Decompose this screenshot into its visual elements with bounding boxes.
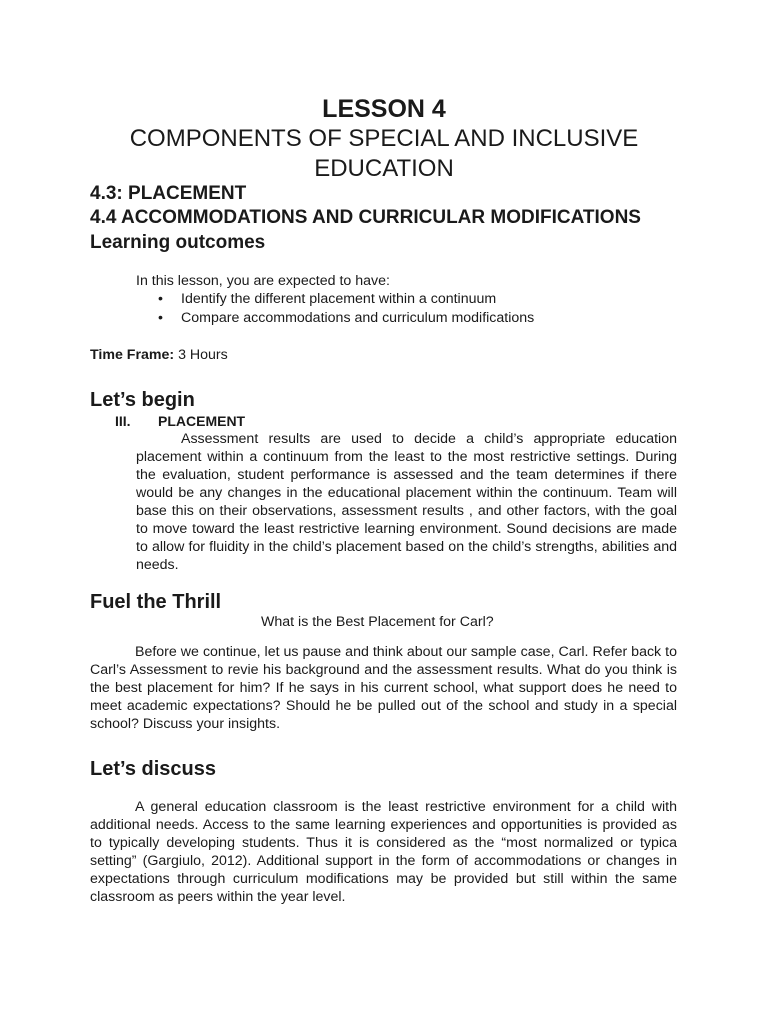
section-numeral: III. [115,413,131,429]
outcome-text: Identify the different placement within a continuum [181,291,497,307]
lets-discuss-heading: Let’s discuss [90,758,216,780]
outcomes-intro: In this lesson, you are expected to have: [136,273,390,289]
accommodations-heading: 4.4 ACCOMMODATIONS AND CURRICULAR MODIFICATIONS [90,207,641,228]
outcome-text: Compare accommodations and curriculum modifications [181,310,535,326]
list-item [136,309,696,328]
lesson-title: LESSON 4 [322,95,446,123]
lets-begin-heading: Let’s begin [90,389,195,411]
bullet-icon: • [158,310,163,326]
lesson-subtitle-line-1: COMPONENTS OF SPECIAL AND INCLUSIVE [129,125,639,152]
outcomes-list [136,290,696,328]
fuel-paragraph: Before we continue, let us pause and think about our sample case, Carl. Refer back to Carl’s Assessment to revie his background and the assessment results. What do you think is the best placement for him? If he says in his current school, what support does he need to meet academic expectations? Should he be pulled out of the school and study in a special school? Discuss your insights. [90,644,677,732]
carl-question: What is the Best Placement for Carl? [261,614,494,630]
time-frame-label: Time Frame: [90,347,175,363]
placement-heading: 4.3: PLACEMENT [90,183,247,204]
list-item [136,290,696,309]
time-frame-value: 3 Hours [178,347,228,363]
discuss-paragraph: A general education classroom is the least restrictive environment for a child with additional needs. Access to the same learning experiences and opportunities is provided as to typically developing students. Thus it is considered as the “most normalized or typica setting” (Gargiulo, 2012). Additional support in the form of accommodations or changes in expectations through curriculum modifications may be provided but still within the same classroom as peers within the year level. [90,799,677,905]
lesson-subtitle-line-2: EDUCATION [314,155,454,182]
lesson-subtitle [0,124,768,184]
learning-outcomes-heading: Learning outcomes [90,232,266,253]
placement-subheading: PLACEMENT [158,413,246,429]
time-frame [90,346,228,364]
fuel-the-thrill-heading: Fuel the Thrill [90,591,222,613]
bullet-icon: • [158,291,163,307]
placement-paragraph: Assessment results are used to decide a child’s appropriate education placement within a continuum from the least to the most restrictive settings. During the evaluation, student performance is assessed and the team determines if there would be any changes in the educational placement within the continuum. Team will base this on their observations, assessment results , and other factors, with the goal to move toward the least restrictive learning environment. Sound decisions are made to allow for fluidity in the child’s placement based on the child’s strengths, abilities and needs. [136,431,677,573]
